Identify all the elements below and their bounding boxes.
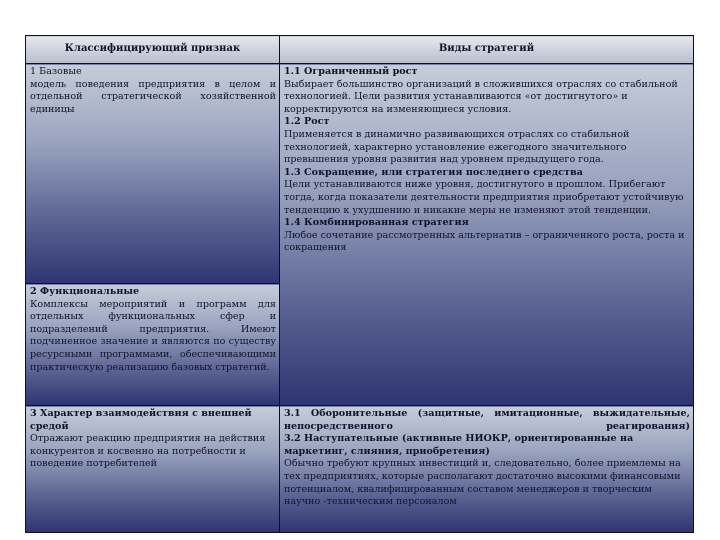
strategy-1-4-title: 1.4 Комбинированная стратегия — [284, 217, 469, 229]
strategy-3-1-text: 3.1 Оборонительные (защитные, имитационные, выжидательные, непосредственного реагирования) — [284, 408, 690, 432]
functional-description: Комплексы мероприятий и программ для отдельных функциональных сфер и подразделений предприятия. Имеют подчиненное значение и являются по существу ресурсными программами, обеспечивающими практическую реализацию базовых стратегий. — [30, 298, 276, 373]
header-strategy-types: Виды стратегий — [280, 36, 694, 64]
basic-title: 1 Базовые — [30, 66, 82, 77]
table-row-interaction — [26, 406, 694, 533]
table-row-basic — [26, 64, 694, 284]
basic-description: модель поведения предприятия в целом и отдельной стратегической хозяйственной единицы — [30, 78, 276, 115]
header-row — [26, 36, 694, 64]
functional-title: 2 Функциональные — [30, 286, 140, 297]
strategy-1-1-text: Выбирает большинство организаций в сложившихся отраслях со стабильной технологией. Цели развития устанавливаются «от достигнутого» и корректируются на изменяющиеся условия. — [284, 78, 678, 115]
strategy-1-3-title: 1.3 Сокращение, или стратегия последнего средства — [284, 166, 583, 178]
cell-basic-strategies — [280, 64, 694, 406]
strategy-table — [25, 35, 694, 533]
strategy-1-2-title: 1.2 Рост — [284, 116, 330, 128]
interaction-title: 3 Характер взаимодействия с внешней средой — [30, 408, 252, 432]
strategy-1-2-text: Применяется в динамично развивающихся отраслях со стабильной технологией, характерно установление ежегодного значительного превышения уровня развития над уровнем предыдущего года. — [284, 128, 630, 166]
strategy-1-3-text: Цели устанавливаются ниже уровня, достигнутого в прошлом. Прибегают тогда, когда показатели деятельности предприятия приобретают устойчивую тенденцию к ухудшению и никакие меры не изменяют этой тенденции. — [284, 179, 684, 216]
header-classifier: Классифицирующий признак — [26, 36, 280, 64]
cell-functional-classifier — [26, 284, 280, 406]
interaction-note: Обычно требуют крупных инвестиций и, следовательно, более приемлемы на тех предприятиях, которые располагают достаточно высокими финансовыми потенциалом, квалифицированным составом менеджеров и творческим научно -техническим персоналом — [284, 458, 681, 508]
strategy-1-1-title: 1.1 Ограниченный рост — [284, 66, 418, 77]
strategy-1-4-text: Любое сочетание рассмотренных альтернатив – ограниченного роста, роста и сокращения — [284, 229, 685, 254]
cell-interaction-classifier — [26, 406, 280, 533]
cell-interaction-strategies — [280, 406, 694, 533]
cell-basic-classifier — [26, 64, 280, 284]
strategy-3-2-text: 3.2 Наступательные (активные НИОКР, ориентированные на маркетинг, слияния, приобретения) — [284, 433, 634, 457]
interaction-description: Отражают реакцию предприятия на действия конкурентов и косвенно на потребности и поведение потребителей — [30, 433, 266, 470]
